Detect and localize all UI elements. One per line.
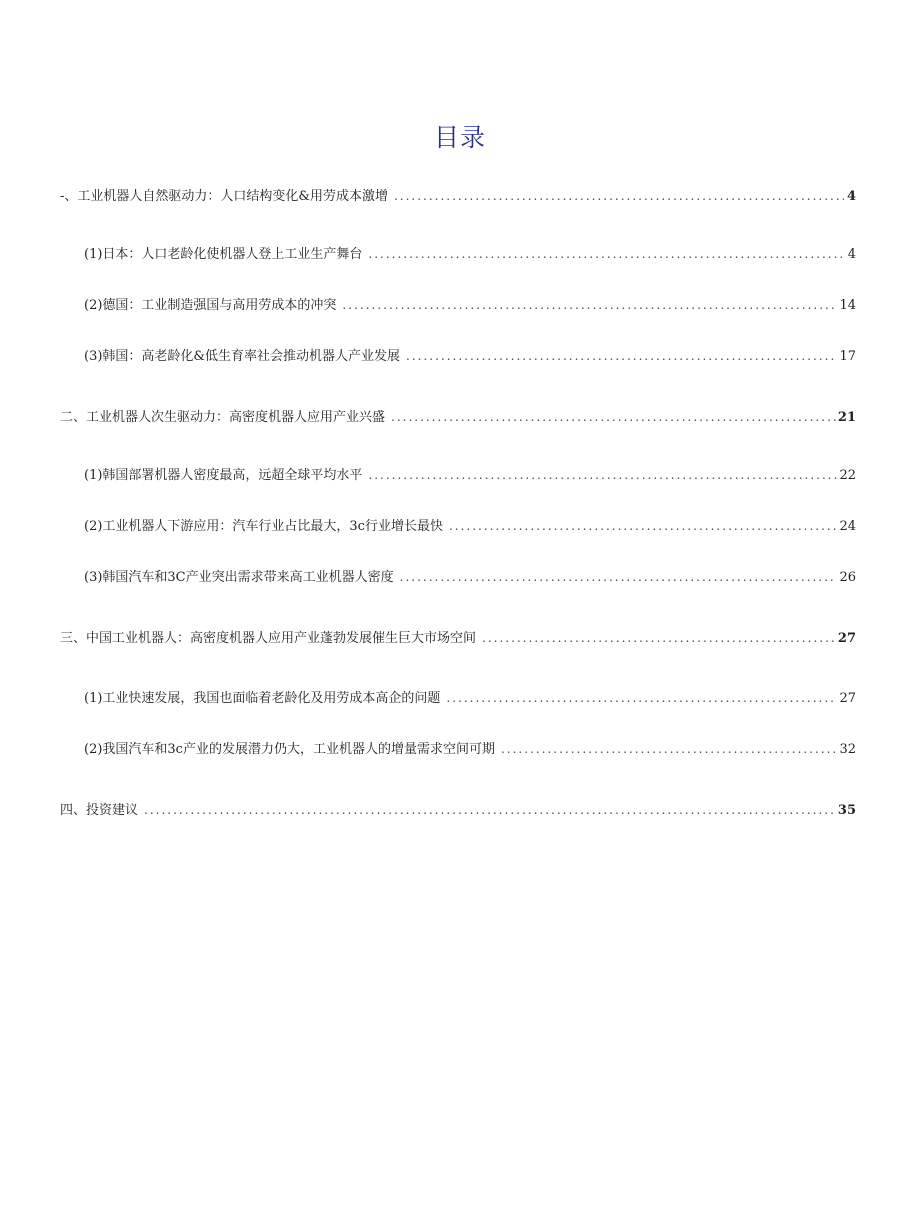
toc-entry-text: 二、工业机器人次生驱动力：高密度机器人应用产业兴盛 [60, 410, 386, 425]
toc-page-number: 22 [839, 468, 856, 483]
toc-leader [449, 514, 837, 538]
toc-entry[interactable] [60, 626, 856, 650]
toc-leader [391, 405, 836, 429]
toc-entry[interactable] [84, 686, 856, 710]
toc-leader [368, 463, 837, 487]
toc-entry[interactable] [84, 565, 856, 589]
toc-entry-text: (2)我国汽车和3c产业的发展潜力仍大，工业机器人的增量需求空间可期 [84, 742, 495, 757]
toc-title: 目录 [433, 123, 486, 152]
toc-entry-text: (3)韩国：高老龄化&低生育率社会推动机器人产业发展 [84, 349, 400, 364]
toc-entry[interactable] [60, 405, 856, 429]
toc-entry[interactable] [84, 737, 856, 761]
toc-page-number: 24 [839, 519, 856, 534]
toc-leader [446, 686, 837, 710]
toc-entry-text: 三、中国工业机器人：高密度机器人应用产业蓬勃发展催生巨大市场空间 [60, 631, 477, 646]
toc-entry-text: (1)工业快速发展，我国也面临着老龄化及用劳成本高企的问题 [84, 691, 441, 706]
toc-page-number: 35 [837, 803, 856, 818]
toc-leader [394, 184, 844, 208]
toc-entry[interactable] [84, 514, 856, 538]
toc-entry-text: (2)工业机器人下游应用：汽车行业占比最大，3c行业增长最快 [84, 519, 443, 534]
toc-entry-text: (2)德国：工业制造强国与高用劳成本的冲突 [84, 298, 337, 313]
toc-entry[interactable] [84, 242, 856, 266]
toc-leader [368, 242, 844, 266]
toc-page-number: 32 [839, 742, 856, 757]
toc-leader [482, 626, 836, 650]
toc-leader [342, 293, 837, 317]
toc-entry-text: (3)韩国汽车和3C产业突出需求带来高工业机器人密度 [84, 570, 394, 585]
toc-page-number: 14 [839, 298, 856, 313]
toc-entry[interactable] [60, 798, 856, 822]
toc-entry-text: 四、投资建议 [60, 803, 139, 818]
toc-entry[interactable] [84, 344, 856, 368]
toc-page-number: 17 [839, 349, 856, 364]
toc-page-number: 21 [837, 410, 856, 425]
toc-page-number: 27 [839, 691, 856, 706]
toc-entry-text: (1)韩国部署机器人密度最高，远超全球平均水平 [84, 468, 363, 483]
toc-entry-text: (1)日本：人口老龄化使机器人登上工业生产舞台 [84, 247, 363, 262]
toc-entry[interactable] [84, 293, 856, 317]
toc-page-number: 4 [847, 247, 856, 262]
toc-leader [406, 344, 837, 368]
toc-page-number: 4 [846, 189, 856, 204]
toc-entry[interactable] [84, 463, 856, 487]
toc-leader [400, 565, 838, 589]
toc-entry-text: -、工业机器人自然驱动力：人口结构变化&用劳成本激增 [60, 189, 388, 204]
toc-page-number: 27 [837, 631, 856, 646]
toc-leader [144, 798, 836, 822]
toc-page-number: 26 [839, 570, 856, 585]
toc-entry[interactable] [60, 184, 856, 208]
toc-leader [501, 737, 837, 761]
